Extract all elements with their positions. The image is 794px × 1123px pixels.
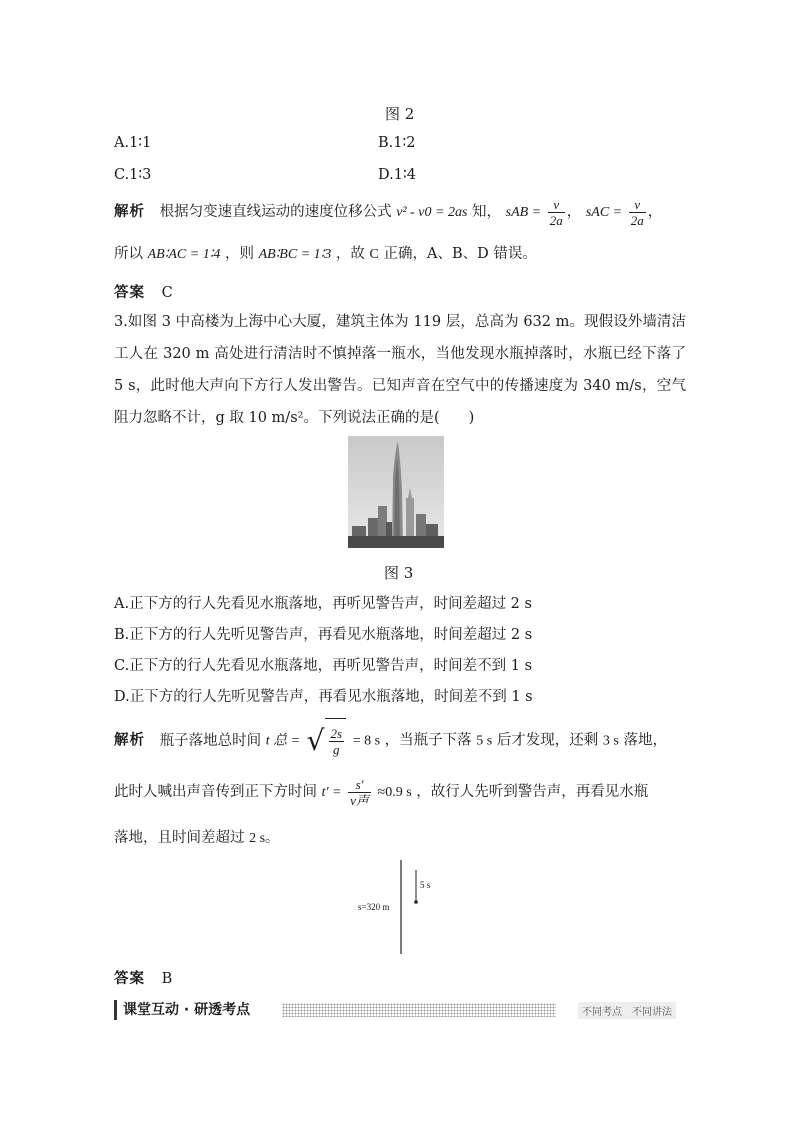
q3-analysis-line3: 落地，且时间差超过 2 s。 [114, 830, 280, 846]
fraction: $\frac{s'}{\text{v声}}$ [350, 776, 369, 808]
q3-answer [114, 967, 172, 988]
shanghai-tower-photo [348, 436, 444, 548]
sac-formula: sAC = [585, 205, 623, 220]
option-a: A.1∶1 [114, 135, 152, 151]
option-d: D.正下方的行人先听见警告声，再看见水瓶落地，时间差不到 1 s [114, 689, 533, 705]
analysis-label: 解析 [114, 204, 145, 220]
analysis-label: 解析 [114, 732, 145, 749]
section-title: 课堂互动 · 研透考点 [114, 1000, 250, 1020]
dotted-rule [282, 1003, 556, 1017]
q3-analysis-line2: 此时人喊出声音传到正下方时间 t′ = $\frac{s'}{\text{v声}}$ ≈0.9 s ，故行人先听到警告声，再看见水瓶 [114, 776, 649, 808]
option-b: B.1∶2 [378, 135, 416, 151]
fraction: $\frac{v}{2a}$ [549, 196, 563, 228]
option-c: C.正下方的行人先看见水瓶落地，再听见警告声，时间差不到 1 s [114, 658, 533, 674]
answer-value: B [161, 971, 173, 987]
fall-diagram [356, 858, 456, 956]
sqrt-expression: √ $\frac{2s}{g}$ [307, 718, 346, 763]
section-banner [114, 1000, 676, 1020]
diagram-time-label: 5 s [420, 880, 431, 890]
answer-label: 答案 [114, 971, 145, 987]
q3-stem: 3.如图 3 中高楼为上海中心大厦，建筑主体为 119 层，总高为 632 m。现假设外墙清洁工人在 320 m 高处进行清洁时不慎掉落一瓶水，当他发现水瓶掉落时，水瓶已经下落了 5 s，此时他大声向下方行人发出警告。已知声音在空气中的传播速度为 340 m/s，空气阻力忽略不计，g 取 10 m/s²。下列说法正确的是( ) [114, 314, 686, 426]
answer-value: C [161, 285, 173, 301]
sab-formula: sAB = [505, 205, 542, 220]
fraction: $\frac{v}{2a}$ [630, 196, 644, 228]
analysis-text: 知， [472, 204, 502, 220]
diagram-height-label: s=320 m [358, 902, 390, 912]
q3-analysis-line1: 解析 瓶子落地总时间 t 总 = √ $\frac{2s}{g}$ = 8 s ，当瓶子下落 5 s 后才发现，还剩 3 s 落地， [114, 718, 667, 762]
formula: v² - v0 = 2as [396, 205, 468, 220]
option-d: D.1∶4 [378, 167, 416, 183]
q2-analysis-line1: 解析 根据匀变速直线运动的速度位移公式 v² - v0 = 2as 知， sAB = $\frac{v}{2a}$ ， sAC = $\frac{v}{2a}$ ， [114, 196, 663, 228]
figure-3-caption: 图 3 [384, 564, 414, 582]
analysis-text: 根据匀变速直线运动的速度位移公式 [159, 204, 392, 220]
option-a: A.正下方的行人先看见水瓶落地，再听见警告声，时间差超过 2 s [114, 596, 532, 612]
answer-label: 答案 [114, 285, 145, 301]
figure-2-caption: 图 2 [385, 105, 415, 123]
ratio: AB∶BC = 1∶3 [258, 247, 332, 262]
q2-answer [114, 281, 173, 302]
q2-analysis-line2: 所以 AB∶AC = 1∶4 ，则 AB∶BC = 1∶3 ，故 C 正确，A、B、D 错误。 [114, 246, 537, 262]
option-b: B.正下方的行人先听见警告声，再看见水瓶落地，时间差超过 2 s [114, 627, 533, 643]
option-c: C.1∶3 [114, 167, 152, 183]
section-tag: 不同考点 不同讲法 [578, 1002, 676, 1019]
ratio: AB∶AC = 1∶4 [147, 247, 221, 262]
